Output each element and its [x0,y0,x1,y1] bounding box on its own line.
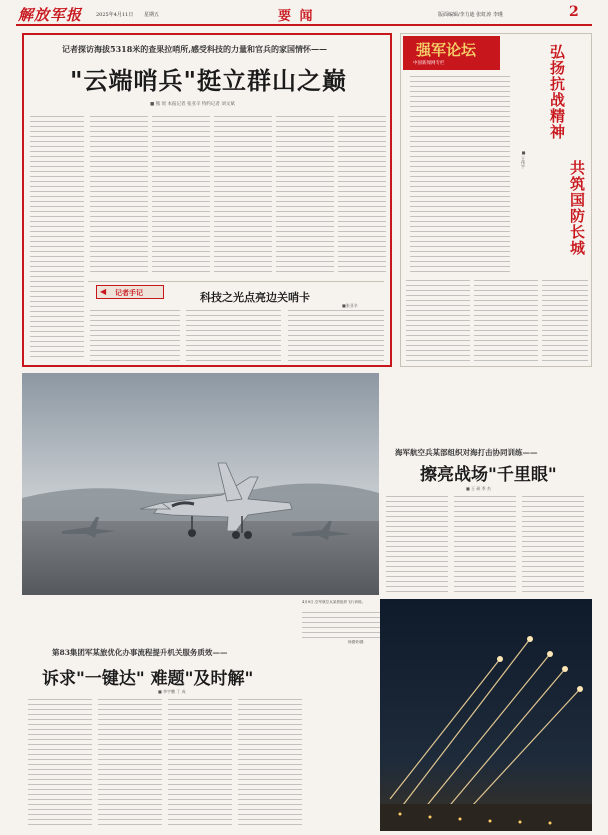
commentary-body-col3 [542,280,588,362]
lead-body-col2 [90,116,148,276]
jet-photo [22,373,379,595]
notes-tag-label: 记者手记 [115,288,143,297]
page-editors: 版面编辑/李力迪 张虹涛 李瑾 [438,12,503,18]
training-byline: ■ 王 硕 季 杰 [466,486,491,491]
lead-body-col6 [338,116,386,276]
notes-body-col3 [288,310,384,362]
commentary-headline-col1: 弘扬抗战精神 [548,44,566,140]
service-kicker: 第83集团军某旅优化办事流程提升机关服务质效—— [52,648,228,657]
commentary-tag-banner [403,36,500,70]
commentary-body-col2 [474,280,538,362]
masthead-rule [16,24,592,26]
issue-weekday: 星期五 [144,12,160,18]
newspaper-logo: 解放军报 [18,6,83,24]
training-body-col3 [522,496,584,596]
notes-headline: 科技之光点亮边关哨卡 [200,291,310,304]
masthead [0,0,608,24]
lead-headline: "云端哨兵"挺立群山之巅 [70,66,348,95]
service-byline: ■ 李宇鹏 丁 成 [158,689,186,694]
night-takeoff-photo [380,599,592,831]
lead-body-col1 [30,116,84,360]
commentary-body-col1 [406,280,470,362]
notes-tag-icon: ◀ [100,287,107,296]
commentary-body-top [410,76,510,276]
service-body-col2 [98,699,162,829]
notes-tag [96,285,164,299]
service-body-col1 [28,699,92,829]
notes-rule [88,281,384,282]
commentary-tag-subtitle: 中国新闻网专栏 [413,61,445,66]
photo-caption: 4月8日,空军航空兵某旅组织飞行训练。 [302,600,366,604]
commentary-tag-label: 强军论坛 [416,41,477,59]
notes-byline: ■张亚辛 [342,303,358,308]
issue-date: 2025年4月11日 [96,12,134,18]
training-body-col1 [386,496,448,596]
lead-byline: ■ 熊 瑶 本报记者 张亚辛 特约记者 刘文斌 [150,102,235,107]
service-body-col3 [168,699,232,829]
page-number: 2 [569,4,579,20]
lead-body-col3 [152,116,210,276]
training-headline: 擦亮战场"千里眼" [420,465,557,485]
lead-kicker: 记者探访海拔5318米的查果拉哨所,感受科技的力量和官兵的家国情怀—— [62,44,328,54]
notes-body-col2 [186,310,281,362]
service-body-col4 [238,699,302,829]
commentary-byline: ■ 王伟宇 [521,150,526,169]
training-body-col2 [454,496,516,596]
lead-body-col5 [276,116,334,276]
commentary-headline-col2: 共筑国防长城 [568,160,586,256]
service-headline: 诉求"一键达" 难题"及时解" [42,669,254,689]
training-kicker: 海军航空兵某部组织对海打击协同训练—— [395,448,538,457]
section-title: 要 闻 [278,9,315,24]
photo-caption-extra [302,612,380,638]
photo-credit: 杨德荣/摄 [348,640,364,644]
notes-body-col1 [90,310,180,362]
lead-body-col4 [214,116,272,276]
